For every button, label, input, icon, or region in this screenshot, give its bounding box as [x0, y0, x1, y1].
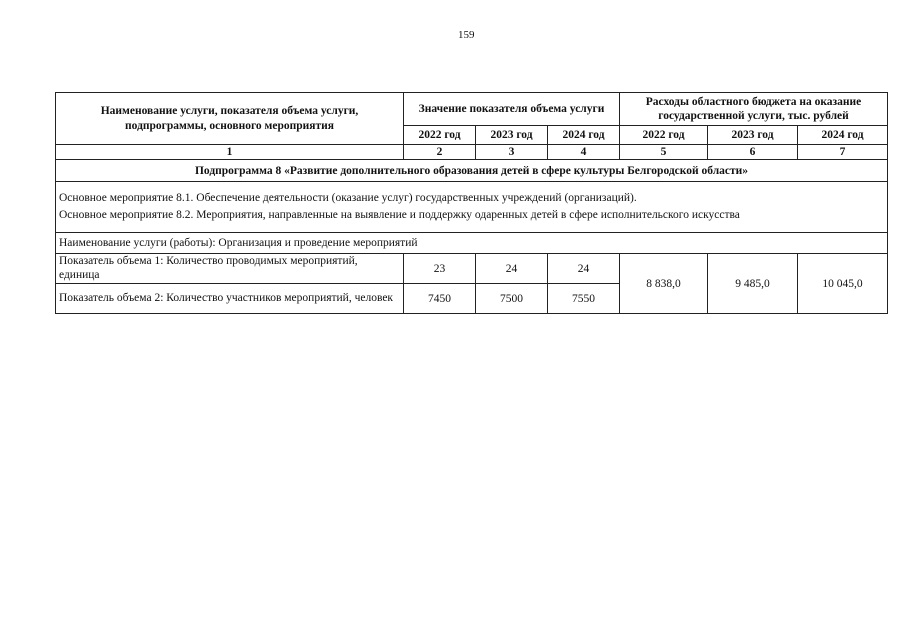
header-year-value-2024: 2024 год: [548, 126, 620, 145]
indicator-1-label: Показатель объема 1: Количество проводимых мероприятий, единица: [56, 254, 404, 284]
service-name: Наименование услуги (работы): Организация и проведение мероприятий: [56, 233, 888, 254]
page-number: 159: [458, 29, 475, 41]
indicator-1-value-2023: 24: [476, 254, 548, 284]
subprogram-title: Подпрограмма 8 «Развитие дополнительного образования детей в сфере культуры Белгородской области»: [56, 160, 888, 182]
indicator-1-value-2024: 24: [548, 254, 620, 284]
service-name-row: [56, 233, 888, 254]
column-number-1: 1: [56, 145, 404, 160]
header-row-1: [56, 93, 888, 126]
column-number-4: 4: [548, 145, 620, 160]
activities-row: [56, 182, 888, 233]
header-year-value-2022: 2022 год: [404, 126, 476, 145]
indicator-row-1: [56, 254, 888, 284]
indicator-2-value-2022: 7450: [404, 284, 476, 314]
header-values-group: Значение показателя объема услуги: [404, 93, 620, 126]
column-numbers-row: [56, 145, 888, 160]
indicator-2-value-2024: 7550: [548, 284, 620, 314]
header-year-budget-2022: 2022 год: [620, 126, 708, 145]
column-number-7: 7: [798, 145, 888, 160]
header-budget-group: Расходы областного бюджета на оказание государственной услуги, тыс. рублей: [620, 93, 888, 126]
activities-cell: [56, 182, 888, 233]
activity-8-1: Основное мероприятие 8.1. Обеспечение деятельности (оказание услуг) государственных учреждений (организаций).: [59, 192, 637, 205]
header-year-budget-2023: 2023 год: [708, 126, 798, 145]
header-year-budget-2024: 2024 год: [798, 126, 888, 145]
column-number-2: 2: [404, 145, 476, 160]
column-number-6: 6: [708, 145, 798, 160]
budget-2022: 8 838,0: [620, 254, 708, 314]
subprogram-row: [56, 160, 888, 182]
column-number-3: 3: [476, 145, 548, 160]
header-year-value-2023: 2023 год: [476, 126, 548, 145]
budget-table: [55, 92, 888, 314]
budget-2023: 9 485,0: [708, 254, 798, 314]
indicator-2-label: Показатель объема 2: Количество участников мероприятий, человек: [56, 284, 404, 314]
indicator-2-value-2023: 7500: [476, 284, 548, 314]
budget-2024: 10 045,0: [798, 254, 888, 314]
activity-8-2: Основное мероприятие 8.2. Мероприятия, направленные на выявление и поддержку одаренных детей в сфере исполнительского искусства: [59, 209, 740, 221]
indicator-1-value-2022: 23: [404, 254, 476, 284]
column-number-5: 5: [620, 145, 708, 160]
header-name-column: Наименование услуги, показателя объема услуги, подпрограммы, основного мероприятия: [56, 93, 404, 145]
